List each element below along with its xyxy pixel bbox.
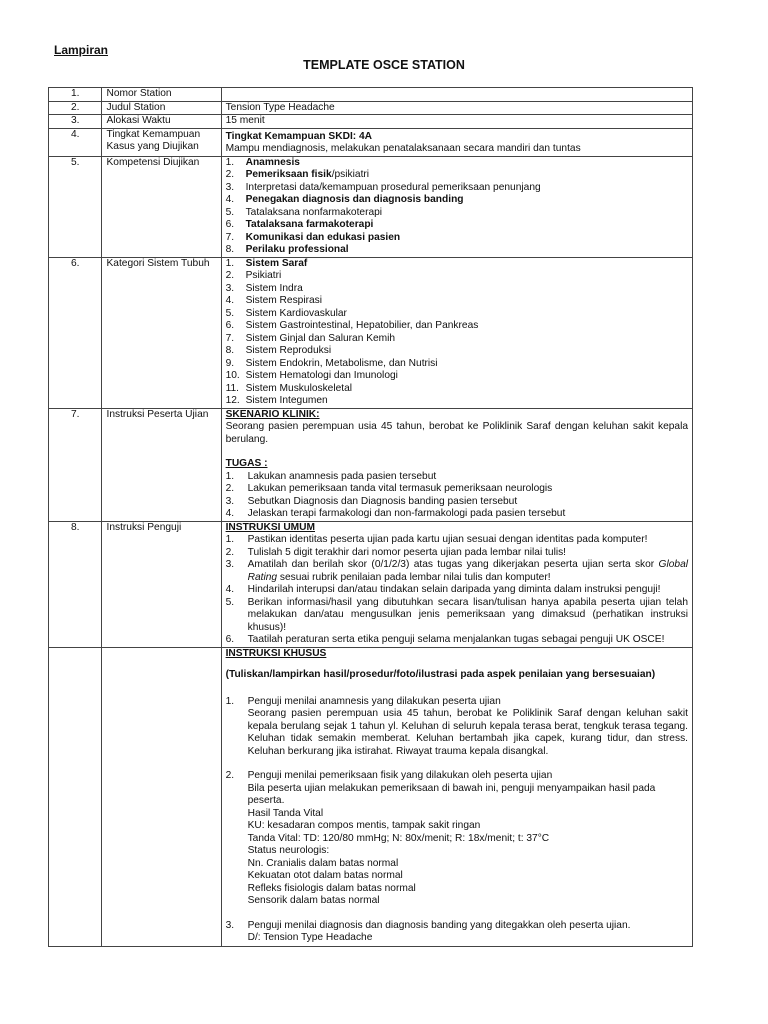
list-item-text: Komunikasi dan edukasi pasien bbox=[245, 231, 401, 243]
skenario-text: Seorang pasien perempuan usia 45 tahun, berobat ke Poliklinik Saraf dengan keluhan sakit kepala berulang. bbox=[225, 421, 688, 445]
diagnosis-result: D/: Tension Type Headache bbox=[247, 932, 373, 943]
table-row bbox=[49, 128, 693, 156]
list-item-text: Sistem Integumen bbox=[245, 395, 328, 406]
exam-result-line: Kekuatan otot dalam batas normal bbox=[247, 870, 403, 881]
list-item-text: Amatilah dan berilah skor (0/1/2/3) atas tugas yang dikerjakan peserta ujian serta skor Global Rating sesuai rubrik penilaian pada lembar nilai tulis dan komputer! bbox=[247, 559, 688, 583]
skdi-level-title: Tingkat Kemampuan SKDI: 4A bbox=[225, 130, 373, 142]
row-number: 3. bbox=[49, 115, 102, 129]
row-number: 2. bbox=[49, 101, 102, 115]
row-label: Tingkat Kemampuan Kasus yang Diujikan bbox=[102, 128, 221, 156]
list-item bbox=[226, 508, 688, 521]
row-label: Kategori Sistem Tubuh bbox=[102, 257, 221, 408]
list-item-number: 12. bbox=[225, 395, 240, 406]
anamnesis-result: Seorang pasien perempuan usia 45 tahun, berobat ke Poliklinik Saraf dengan keluhan sakit kepala berulang sejak 1 tahun yl. Keluhan di seluruh kepala terasa berat, tengkuk terasa tegang. Keluhan tidak semakin memberat. Keluhan bertambah jika capek, kurang tidur, dan stress. Keluhan berkurang jika istirahat. Riwayat trauma kepala disangkal. bbox=[247, 708, 688, 757]
pemeriksaan-fisik-result bbox=[226, 783, 688, 908]
list-item bbox=[226, 383, 688, 396]
list-item-text: Sebutkan Diagnosis dan Diagnosis banding pasien tersebut bbox=[247, 495, 518, 507]
row-number: 1. bbox=[49, 88, 102, 102]
list-item-text: Pemeriksaan fisik/psikiatri bbox=[245, 169, 370, 180]
row-label: Instruksi Peserta Ujian bbox=[102, 408, 221, 521]
list-item bbox=[226, 295, 688, 308]
list-item-text: Sistem Respirasi bbox=[245, 295, 323, 306]
list-item-number: 1. bbox=[225, 257, 235, 269]
table-row bbox=[49, 88, 693, 102]
instruksi-khusus-note: (Tuliskan/lampirkan hasil/prosedur/foto/ilustrasi pada aspek penilaian yang bersesuaian) bbox=[225, 669, 656, 680]
list-item-text: Sistem Gastrointestinal, Hepatobilier, dan Pankreas bbox=[245, 320, 479, 331]
item-heading: Penguji menilai anamnesis yang dilakukan peserta ujian bbox=[247, 695, 501, 707]
table-row bbox=[49, 521, 693, 647]
list-item-number: 4. bbox=[225, 194, 235, 205]
list-item-text: Jelaskan terapi farmakologi dan non-farmakologi pada pasien tersebut bbox=[247, 508, 566, 519]
table-row bbox=[49, 101, 693, 115]
row-value bbox=[221, 156, 692, 257]
list-item-number: 11. bbox=[225, 382, 239, 394]
row-label: Alokasi Waktu bbox=[102, 115, 221, 129]
list-item bbox=[226, 534, 688, 547]
list-item-text: Sistem Kardiovaskular bbox=[245, 307, 347, 319]
list-item-number: 2. bbox=[225, 483, 235, 494]
list-item-text: Psikiatri bbox=[245, 270, 282, 281]
exam-result-line: Tanda Vital: TD: 120/80 mmHg; N: 80x/menit; R: 18x/menit; t: 37°C bbox=[247, 832, 550, 844]
list-item bbox=[226, 559, 688, 584]
document-title: TEMPLATE OSCE STATION bbox=[303, 58, 465, 72]
list-item-number: 7. bbox=[225, 332, 235, 344]
row-value: Tension Type Headache bbox=[221, 101, 692, 115]
kategori-sistem-list bbox=[226, 258, 688, 408]
list-item-text: Interpretasi data/kemampuan prosedural pemeriksaan penunjang bbox=[245, 181, 541, 193]
list-item bbox=[226, 320, 688, 333]
exam-result-line: Bila peserta ujian melakukan pemeriksaan di bawah ini, penguji menyampaikan hasil pada peserta. bbox=[247, 782, 656, 806]
row-value bbox=[221, 128, 692, 156]
table-row bbox=[49, 408, 693, 521]
list-item-text: Tulislah 5 digit terakhir dari nomor peserta ujian pada lembar nilai tulis! bbox=[247, 546, 567, 558]
list-item bbox=[226, 358, 688, 371]
row-number: 4. bbox=[49, 128, 102, 156]
list-item bbox=[226, 194, 688, 207]
item-heading: Penguji menilai pemeriksaan fisik yang dilakukan oleh peserta ujian bbox=[247, 770, 553, 781]
khusus-item-2 bbox=[226, 770, 688, 783]
row-label: Judul Station bbox=[102, 101, 221, 115]
list-item-text: Anamnesis bbox=[245, 156, 300, 168]
table-row bbox=[49, 156, 693, 257]
list-item bbox=[226, 258, 688, 271]
row-number: 6. bbox=[49, 257, 102, 408]
row-value bbox=[221, 257, 692, 408]
list-item bbox=[226, 333, 688, 346]
list-item bbox=[226, 270, 688, 283]
list-item bbox=[226, 207, 688, 220]
list-item-text: Lakukan pemeriksaan tanda vital termasuk pemeriksaan neurologis bbox=[247, 483, 553, 494]
list-item-text: Sistem Saraf bbox=[245, 257, 308, 269]
list-item-number: 3. bbox=[225, 495, 235, 507]
exam-result-line: Hasil Tanda Vital bbox=[247, 807, 324, 819]
list-item-number: 5. bbox=[225, 307, 235, 319]
khusus-item-1 bbox=[226, 696, 688, 709]
exam-result-line: Sensorik dalam batas normal bbox=[247, 895, 380, 906]
instruksi-umum-title: INSTRUKSI UMUM bbox=[225, 521, 316, 533]
list-item bbox=[226, 395, 688, 408]
row-number: 8. bbox=[49, 521, 102, 647]
row-value bbox=[221, 647, 692, 946]
row-label: Nomor Station bbox=[102, 88, 221, 102]
row-number: 7. bbox=[49, 408, 102, 521]
list-item-text: Sistem Reproduksi bbox=[245, 345, 332, 356]
list-item-text: Penegakan diagnosis dan diagnosis banding bbox=[245, 194, 464, 205]
list-item-number: 3. bbox=[225, 181, 235, 193]
list-item-text: Tatalaksana farmakoterapi bbox=[245, 219, 374, 230]
list-item-number: 1. bbox=[225, 470, 235, 482]
list-item-number: 9. bbox=[225, 357, 235, 369]
list-item-text: Hindarilah interupsi dan/atau tindakan selain daripada yang diminta dalam instruksi penguji! bbox=[247, 584, 661, 595]
list-item bbox=[226, 547, 688, 560]
exam-result-line: Status neurologis: bbox=[247, 845, 330, 856]
list-item-number: 6. bbox=[225, 219, 235, 230]
list-item-number: 4. bbox=[225, 584, 235, 595]
khusus-item-3 bbox=[226, 920, 688, 933]
table-row bbox=[49, 647, 693, 946]
list-item-text: Sistem Indra bbox=[245, 282, 303, 294]
list-item-number: 5. bbox=[225, 596, 235, 608]
list-item-text: Sistem Hematologi dan Imunologi bbox=[245, 370, 398, 381]
list-item-number: 8. bbox=[225, 345, 235, 356]
list-item-text: Lakukan anamnesis pada pasien tersebut bbox=[247, 470, 437, 482]
list-item bbox=[226, 471, 688, 484]
list-item-number: 4. bbox=[225, 295, 235, 306]
list-item bbox=[226, 244, 688, 257]
list-item-number: 10. bbox=[225, 370, 240, 381]
item-number: 1. bbox=[225, 695, 235, 707]
row-label bbox=[102, 647, 221, 946]
row-value bbox=[221, 408, 692, 521]
list-item bbox=[226, 483, 688, 496]
list-item-number: 7. bbox=[225, 231, 235, 243]
row-value bbox=[221, 88, 692, 102]
list-item-number: 4. bbox=[225, 508, 235, 519]
exam-result-line: Nn. Cranialis dalam batas normal bbox=[247, 857, 399, 869]
list-item bbox=[226, 308, 688, 321]
instruksi-khusus-title: INSTRUKSI KHUSUS bbox=[225, 647, 327, 659]
item-number: 3. bbox=[225, 919, 235, 931]
row-label: Kompetensi Diujikan bbox=[102, 156, 221, 257]
list-item bbox=[226, 232, 688, 245]
list-item-text: Berikan informasi/hasil yang dibutuhkan secara lisan/tulisan hanya apabila peserta ujian telah melakukan dan/atau mengusulkan jenis pemeriksaan yang dimaksud (perhatikan instruksi khusus)! bbox=[247, 596, 688, 633]
list-item-number: 8. bbox=[225, 244, 235, 255]
list-item-text: Sistem Endokrin, Metabolisme, dan Nutrisi bbox=[245, 357, 438, 369]
skenario-title: SKENARIO KLINIK: bbox=[225, 408, 320, 420]
row-value: 15 menit bbox=[221, 115, 692, 129]
tugas-title: TUGAS : bbox=[225, 458, 268, 469]
item-number: 2. bbox=[225, 770, 235, 781]
list-item-text: Sistem Ginjal dan Saluran Kemih bbox=[245, 332, 396, 344]
row-number bbox=[49, 647, 102, 946]
list-item-number: 3. bbox=[225, 282, 235, 294]
list-item-number: 3. bbox=[225, 559, 235, 570]
tugas-list bbox=[226, 471, 688, 521]
osce-table bbox=[48, 87, 693, 947]
list-item bbox=[226, 496, 688, 509]
list-item bbox=[226, 283, 688, 296]
list-item bbox=[226, 584, 688, 597]
list-item bbox=[226, 597, 688, 635]
list-item-text: Tatalaksana nonfarmakoterapi bbox=[245, 206, 383, 218]
table-row bbox=[49, 115, 693, 129]
list-item-number: 1. bbox=[225, 534, 235, 545]
row-value bbox=[221, 521, 692, 647]
list-item-number: 2. bbox=[225, 270, 235, 281]
list-item-number: 6. bbox=[225, 320, 235, 331]
list-item-text: Taatilah peraturan serta etika penguji selama menjalankan tugas sebagai penguji UK OSCE! bbox=[247, 634, 665, 645]
list-item bbox=[226, 157, 688, 170]
skdi-level-description: Mampu mendiagnosis, melakukan penatalaksanaan secara mandiri dan tuntas bbox=[225, 143, 581, 154]
list-item bbox=[226, 169, 688, 182]
exam-result-line: Refleks fisiologis dalam batas normal bbox=[247, 882, 416, 894]
list-item-number: 2. bbox=[225, 546, 235, 558]
list-item bbox=[226, 219, 688, 232]
kompetensi-list bbox=[226, 157, 688, 257]
list-item bbox=[226, 370, 688, 383]
lampiran-heading: Lampiran bbox=[54, 43, 109, 57]
list-item-number: 1. bbox=[225, 156, 235, 168]
list-item-text: Perilaku professional bbox=[245, 244, 349, 255]
list-item-number: 5. bbox=[225, 206, 235, 218]
table-row bbox=[49, 257, 693, 408]
item-heading: Penguji menilai diagnosis dan diagnosis banding yang ditegakkan oleh peserta ujian. bbox=[247, 919, 631, 931]
row-number: 5. bbox=[49, 156, 102, 257]
list-item-number: 6. bbox=[225, 634, 235, 645]
list-item bbox=[226, 634, 688, 647]
list-item-number: 2. bbox=[225, 169, 235, 180]
instruksi-umum-list bbox=[226, 534, 688, 647]
list-item bbox=[226, 345, 688, 358]
list-item-text: Sistem Muskuloskeletal bbox=[245, 382, 353, 394]
list-item-text: Pastikan identitas peserta ujian pada kartu ujian sesuai dengan identitas pada komputer! bbox=[247, 534, 648, 545]
row-label: Instruksi Penguji bbox=[102, 521, 221, 647]
exam-result-line: KU: kesadaran compos mentis, tampak sakit ringan bbox=[247, 820, 481, 831]
list-item bbox=[226, 182, 688, 195]
